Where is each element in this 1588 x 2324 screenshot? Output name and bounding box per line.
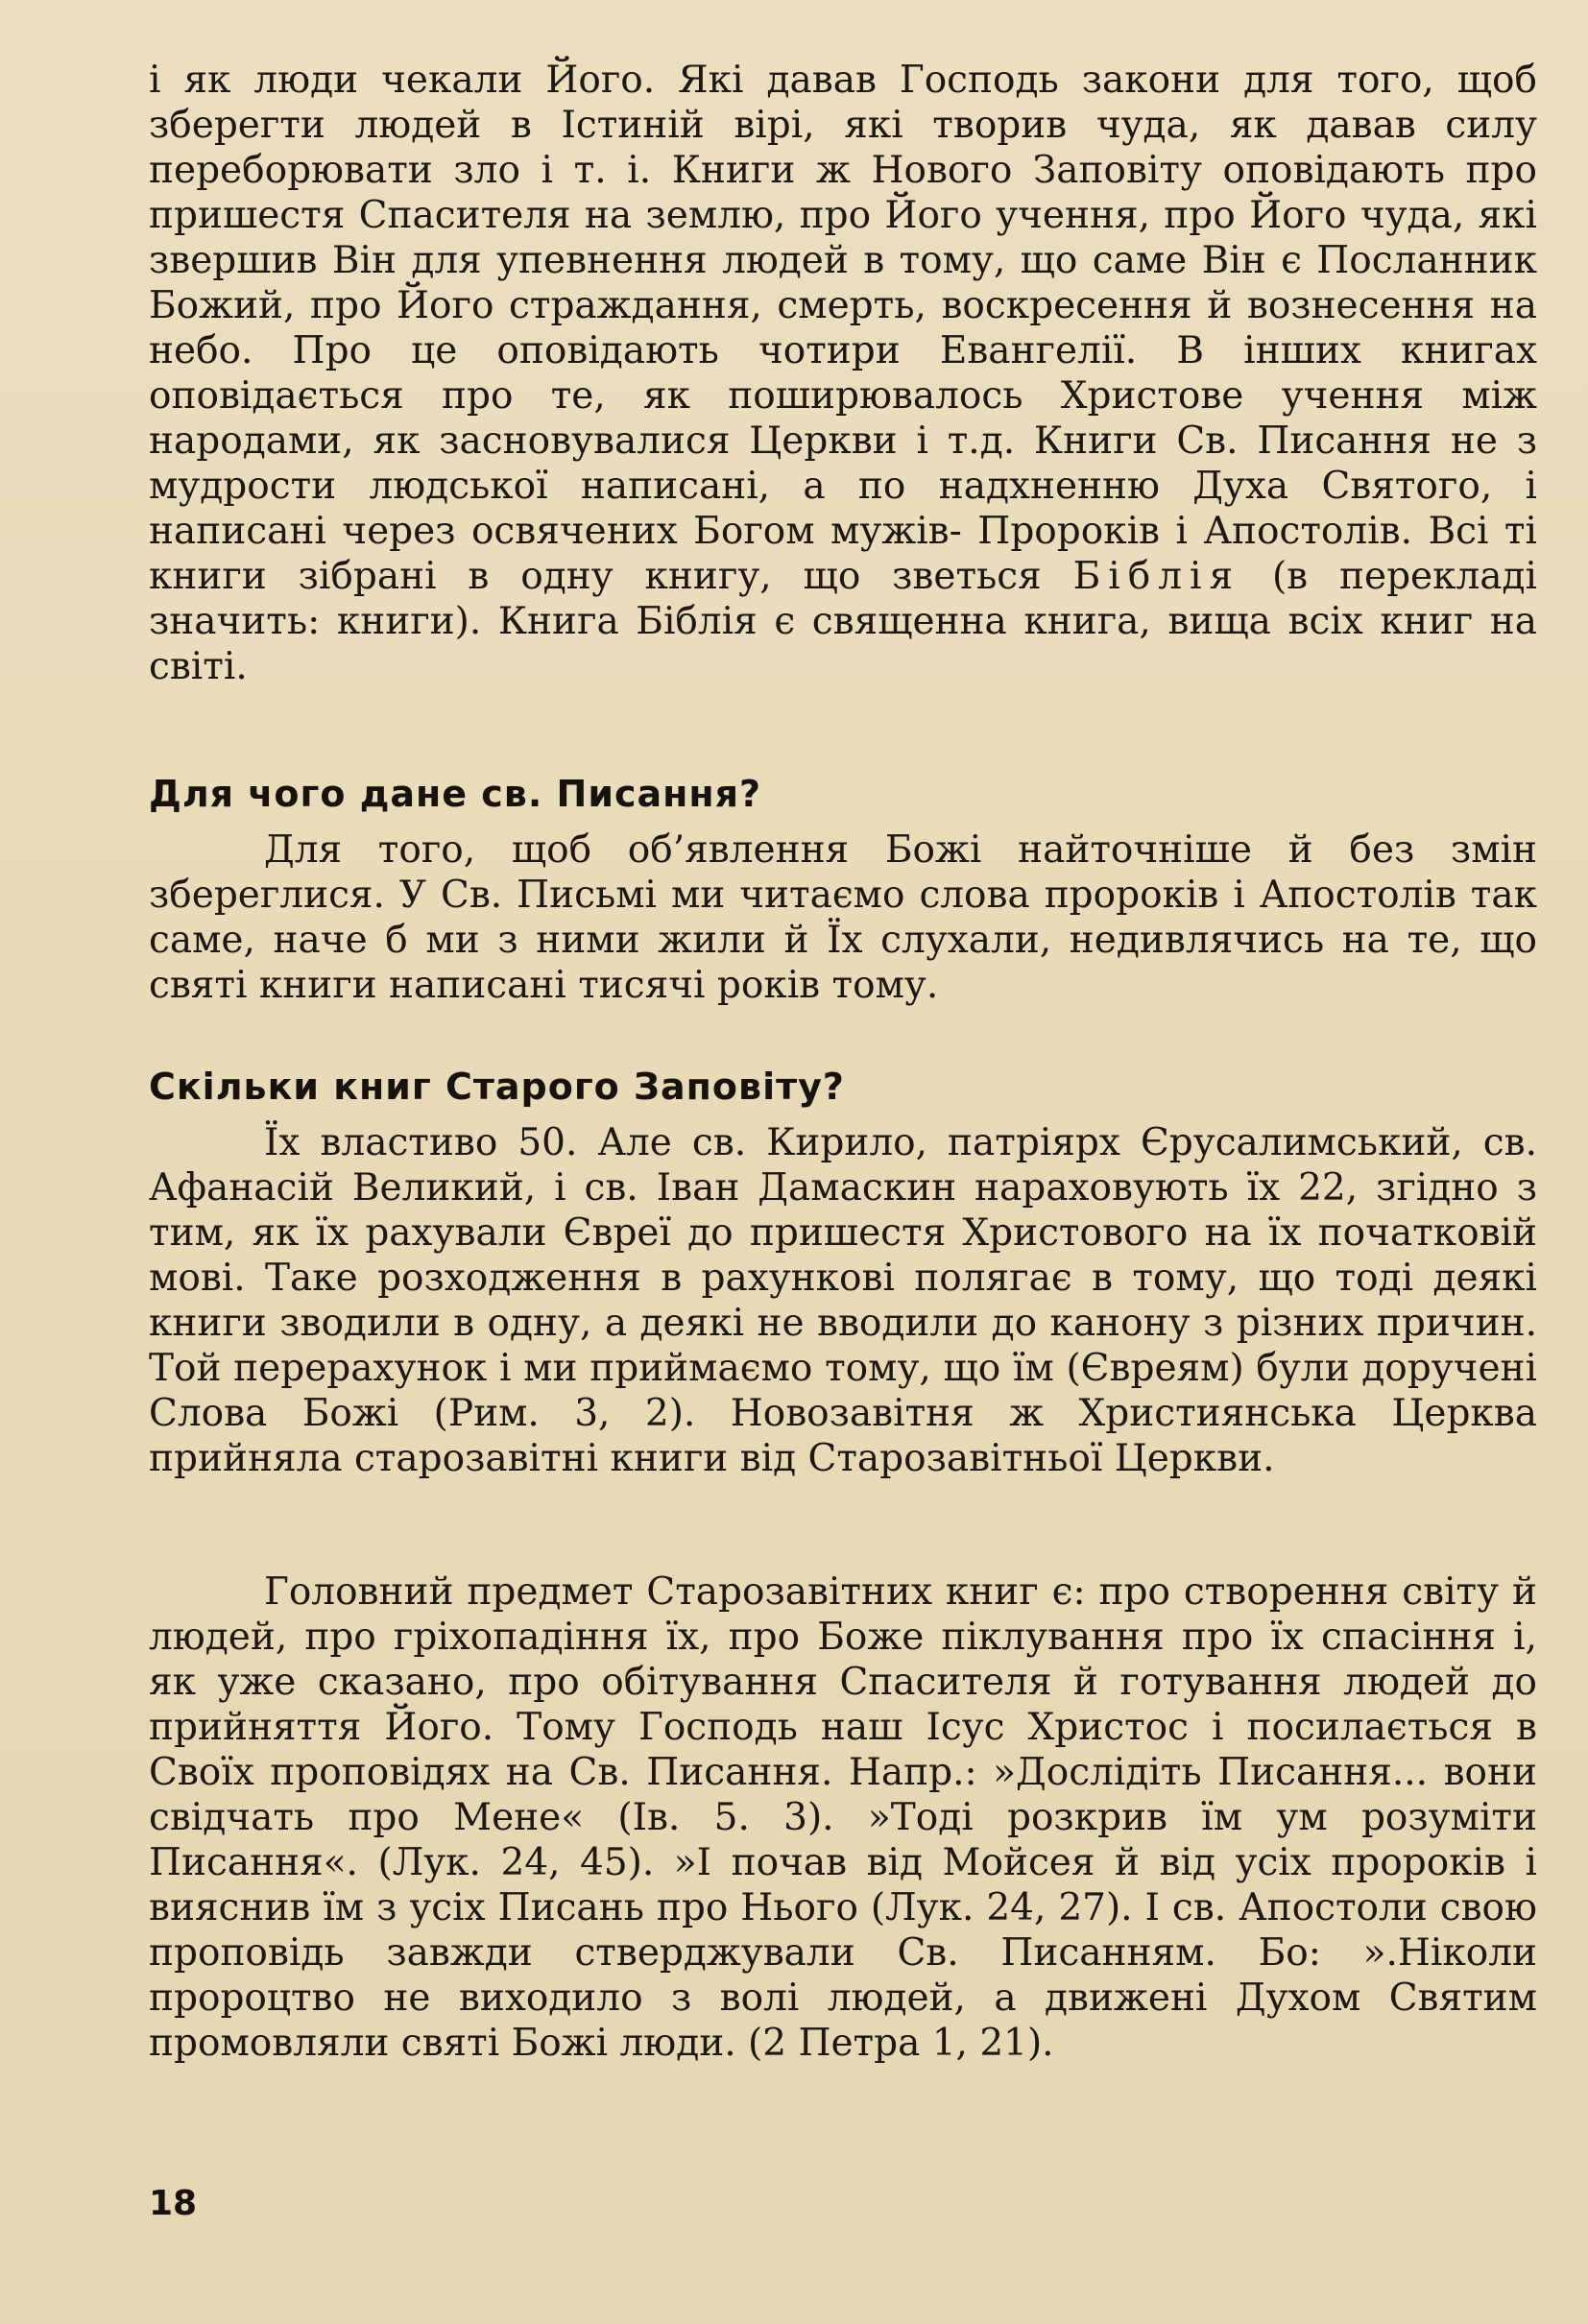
paragraph: Головний предмет Старозавітних книг є: про створення світу й людей, про гріхопадіння їх, про Боже піклування про їх спасіння і, як уже сказано, про обітування Спасителя й готування людей до прийняття Його. Тому Господь наш Ісус Христос і посилається в Своїх проповідях на Св. Писання. Напр.: »Дослідіть Писання... вони свідчать про Мене« (Ів. 5. 3). »Тоді розкрив їм ум розуміти Писання«. (Лук. 24, 45). »І почав від Мойсея й від усіх пророків і вияснив їм з усіх Писань про Нього (Лук. 24, 27). І св. Апостоли свою проповідь завжди стверджували Св. Писанням. Бо: ».Ніколи пророцтво не виходило з волі людей, а движені Духом Святим промовляли святі Божі люди. (2 Петра 1, 21). [149, 1570, 1537, 2065]
paragraph [149, 58, 1537, 689]
body-text-section-3 [149, 1120, 1537, 1481]
body-text-section-4 [149, 1569, 1537, 2066]
paragraph: Для того, щоб об’явлення Божі найточніше й без змін збереглися. У Св. Письмі ми читаємо слова пророків і Апостолів так саме, наче б ми з ними жили й Їх слухали, недивлячись на те, що святі книги написані тисячі років тому. [149, 828, 1537, 1007]
bible-word: Біблія [1072, 555, 1241, 598]
paragraph-text: і як люди чекали Його. Які давав Господь закони для того, щоб зберегти людей в Істиній вірі, які творив чуда, як давав силу переборювати зло і т. і. Книги ж Нового Заповіту оповідають про пришестя Спасителя на землю, про Його учення, про Його чуда, які звершив Він для упевнення людей в тому, що саме Він є Посланник Божий, про Його страждання, смерть, воскресення й вознесення на небо. Про це оповідають чотири Евангелії. В інших книгах оповідається про те, як поширювалось Христове учення між народами, як засновувалися Церкви і т.д. Книги Св. Писання не з мудрости людської написані, а по надхненню Духа Святого, і написані через освячених Богом мужів- Пророків і Апостолів. Всі ті книги зібрані в одну книгу, що зветься [149, 59, 1537, 598]
section-heading: Для чого дане св. Писання? [149, 773, 762, 815]
body-text-section-2 [149, 827, 1537, 1008]
paragraph: Їх властиво 50. Але св. Кирило, патріярх Єрусалимський, св. Афанасій Великий, і св. Іван Дамаскин нараховують їх 22, згідно з тим, як їх рахували Євреї до пришестя Христового на їх початковій мові. Таке розходження в рахункові полягає в тому, що тоді деякі книги зводили в одну, а деякі не вводили до канону з різних причин. Той перерахунок і ми приймаємо тому, що їм (Євреям) були доручені Слова Божі (Рим. 3, 2). Новозавітня ж Християнська Церква прийняла старозавітні книги від Старозавітньої Церкви. [149, 1121, 1537, 1480]
page-number: 18 [149, 2184, 198, 2223]
paragraph-text-end: (в перекладі значить: книги). Книга Біблія є священна книга, вища всіх книг на світі. [149, 555, 1537, 688]
body-text-section-1 [149, 58, 1537, 689]
section-heading: Скільки книг Старого Заповіту? [149, 1066, 845, 1108]
